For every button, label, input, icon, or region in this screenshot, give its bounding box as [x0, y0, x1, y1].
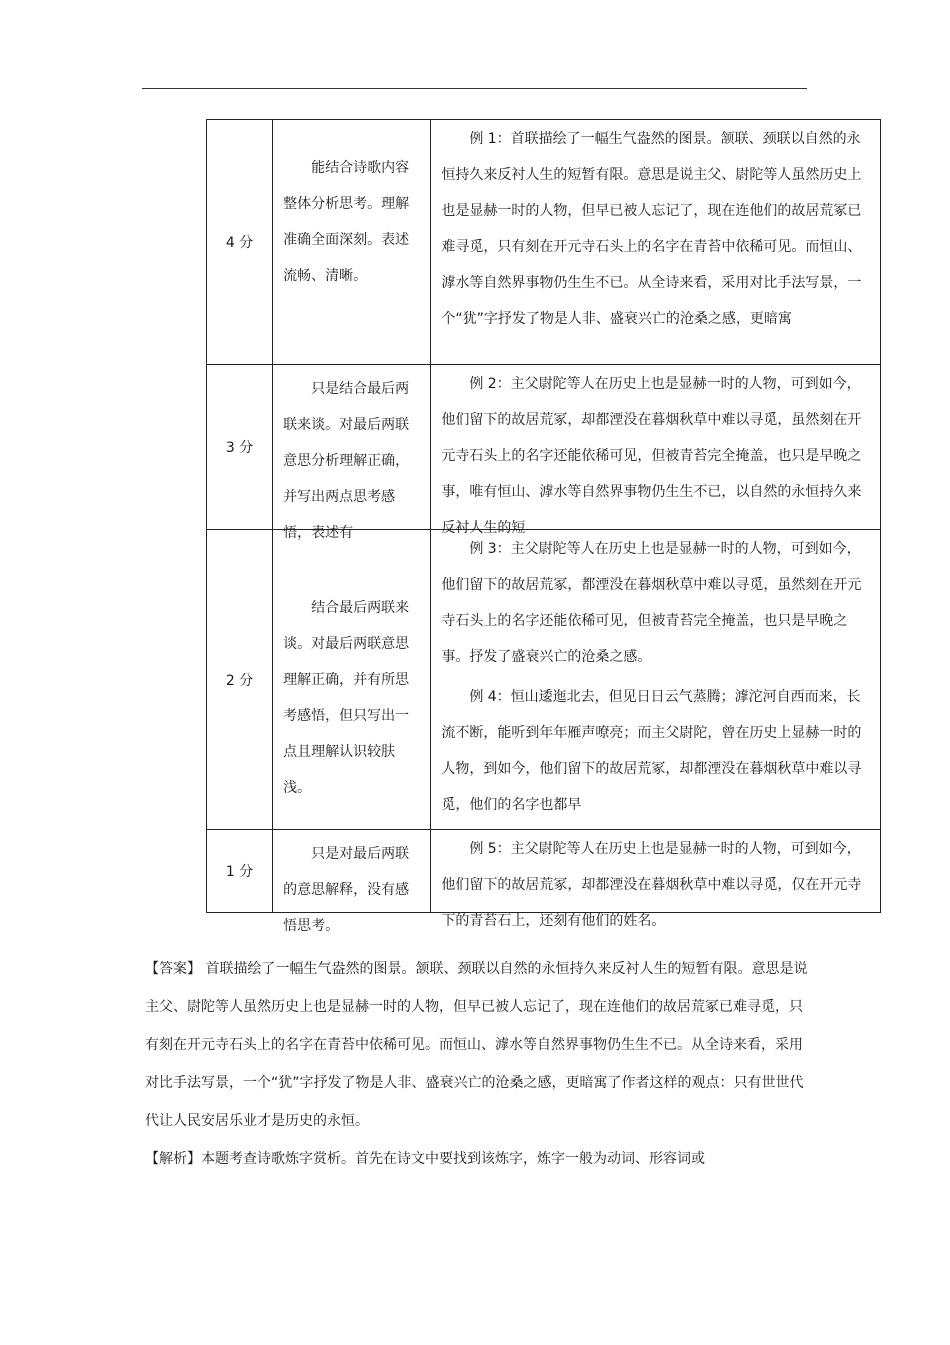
score-cell [207, 120, 273, 365]
score-cell [207, 365, 273, 530]
answer-paragraph [145, 950, 815, 1140]
criteria-text: 只是结合最后两联来谈。对最后两联意思分析理解正确，并写出两点思考感悟，表述有 [283, 381, 410, 541]
example-cell [431, 120, 881, 365]
score-cell [207, 830, 273, 913]
example-cell [431, 830, 881, 929]
answer-section [145, 950, 815, 1178]
header-rule [142, 88, 807, 89]
table-row [207, 530, 881, 830]
score-label: 4 分 [225, 235, 254, 251]
table-row [207, 365, 881, 530]
analysis-text: 本题考查诗歌炼字赏析。首先在诗文中要找到该炼字，炼字一般为动词、形容词或 [201, 1151, 705, 1167]
criteria-text: 结合最后两联来谈。对最后两联意思理解正确，并有所思考感悟，但只写出一点且理解认识较肤浅。 [283, 600, 410, 796]
criteria-text: 只是对最后两联的意思解释，没有感悟思考。 [283, 846, 410, 934]
criteria-cell [273, 365, 431, 541]
score-label: 1 分 [225, 864, 254, 880]
table-row [207, 830, 881, 913]
score-label: 3 分 [225, 440, 254, 456]
criteria-cell [273, 120, 431, 365]
answer-label: 【答案】 [145, 961, 201, 977]
example-text: 例 5：主父尉陀等人在历史上也是显赫一时的人物，可到如今，他们留下的故居荒冢，却都湮没在暮烟秋草中难以寻觅，仅在开元寺下的青苔石上，还刻有他们的姓名。 [441, 841, 862, 929]
score-label: 2 分 [225, 672, 254, 689]
scoring-table [206, 119, 881, 934]
example-text: 例 2：主父尉陀等人在历史上也是显赫一时的人物，可到如今，他们留下的故居荒冢，却都湮没在暮烟秋草中难以寻觅，虽然刻在开元寺石头上的名字还能依稀可见，但被青苔完全掩盖，也只是早晚之事，唯有恒山、滹水等自然界事物仍生生不已，以自然的永恒持久来反衬人生的短 [441, 376, 862, 536]
criteria-cell [273, 530, 431, 830]
criteria-cell [273, 830, 431, 934]
criteria-text: 能结合诗歌内容整体分析思考。理解准确全面深刻。表述流畅、清晰。 [283, 160, 410, 284]
example-text: 例 4：恒山逶迤北去，但见日日云气蒸腾；滹沱河自西而来，长流不断，能听到年年雁声嘹亮；而主父尉陀，曾在历史上显赫一时的人物，到如今，他们留下的故居荒冢，却都湮没在暮烟秋草中难以寻觅，他们的名字也都早 [441, 689, 862, 813]
example-cell [431, 365, 881, 536]
example-text: 例 3：主父尉陀等人在历史上也是显赫一时的人物，可到如今，他们留下的故居荒冢，都湮没在暮烟秋草中难以寻觅，虽然刻在开元寺石头上的名字还能依稀可见，但被青苔完全掩盖，也只是早晚之事。抒发了盛衰兴亡的沧桑之感。 [441, 541, 862, 665]
analysis-label: 【解析】 [145, 1151, 201, 1167]
example-text: 例 1：首联描绘了一幅生气盎然的图景。颔联、颈联以自然的永恒持久来反衬人生的短暂有限。意思是说主父、尉陀等人虽然历史上也是显赫一时的人物，但早已被人忘记了，现在连他们的故居荒冢已难寻觅，只有刻在开元寺石头上的名字在青苔中依稀可见。而恒山、滹水等自然界事物仍生生不已。从全诗来看，采用对比手法写景，一个“犹”字抒发了物是人非、盛衰兴亡的沧桑之感，更暗寓 [441, 131, 862, 327]
score-cell [207, 530, 273, 830]
answer-text: 首联描绘了一幅生气盎然的图景。颔联、颈联以自然的永恒持久来反衬人生的短暂有限。意思是说主父、尉陀等人虽然历史上也是显赫一时的人物，但早已被人忘记了，现在连他们的故居荒冢已难寻觅，只有刻在开元寺石头上的名字在青苔中依稀可见。而恒山、滹水等自然界事物仍生生不已。从全诗来看，采用对比手法写景，一个“犹”字抒发了物是人非、盛衰兴亡的沧桑之感，更暗寓了作者这样的观点：只有世世代代让人民安居乐业才是历史的永恒。 [145, 961, 808, 1129]
table-row [207, 120, 881, 365]
analysis-paragraph [145, 1140, 815, 1178]
example-cell [431, 530, 881, 830]
